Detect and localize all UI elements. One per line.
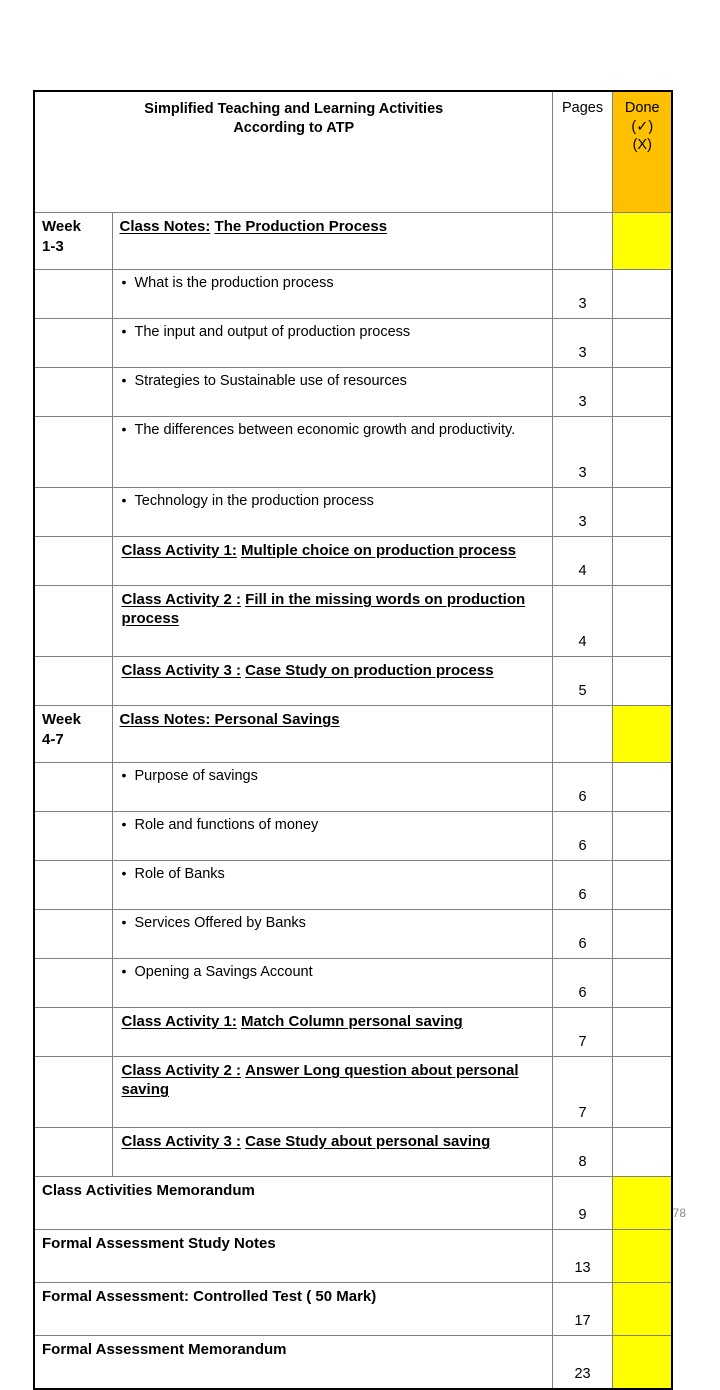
activity-row (34, 1008, 672, 1057)
pages-cell: 6 (552, 812, 612, 861)
topic-text: Strategies to Sustainable use of resources (134, 373, 407, 389)
topic-cell (112, 368, 552, 417)
done-cell[interactable] (612, 1177, 672, 1230)
topic-text: The differences between economic growth and productivity. (134, 422, 516, 438)
done-cell[interactable] (612, 488, 672, 537)
topic-text: What is the production process (134, 275, 334, 291)
summary-row (34, 1336, 672, 1390)
pages-cell: 3 (552, 319, 612, 368)
activity-description: Fill in the missing words on production process (121, 591, 526, 628)
topic-cell (112, 488, 552, 537)
topic-cell (112, 910, 552, 959)
activity-cell (112, 537, 552, 586)
pages-cell: 6 (552, 763, 612, 812)
bullet-icon: • (121, 816, 127, 832)
week-cell-empty (34, 319, 112, 368)
done-cell[interactable] (612, 319, 672, 368)
topic-row (34, 861, 672, 910)
bullet-icon: • (121, 274, 127, 290)
table-title-cell (34, 91, 552, 213)
pages-cell: 13 (552, 1230, 612, 1283)
section-title-run1: Class Notes: Personal Savings (119, 711, 340, 728)
topic-row (34, 812, 672, 861)
section-title-cell (112, 706, 552, 763)
done-cell[interactable] (612, 763, 672, 812)
done-cell[interactable] (612, 417, 672, 488)
activity-row (34, 1128, 672, 1177)
week-cell-empty (34, 763, 112, 812)
topic-cell (112, 763, 552, 812)
activity-row (34, 657, 672, 706)
done-cell[interactable] (612, 657, 672, 706)
done-cell[interactable] (612, 213, 672, 270)
week-label-line1: Week (42, 711, 81, 728)
topic-row (34, 959, 672, 1008)
topic-text: Role of Banks (134, 866, 225, 882)
done-cross-label: (X) (632, 137, 652, 154)
pages-cell: 3 (552, 270, 612, 319)
week-label-line1: Week (42, 218, 81, 235)
topic-text: Opening a Savings Account (134, 964, 313, 980)
activity-cell (112, 1057, 552, 1128)
activity-description: Multiple choice on production process (241, 542, 517, 559)
summary-title-cell: Class Activities Memorandum (34, 1177, 552, 1230)
topic-text: Services Offered by Banks (134, 915, 306, 931)
pages-cell: 23 (552, 1336, 612, 1390)
topic-cell (112, 319, 552, 368)
table-title-line1: Simplified Teaching and Learning Activities (144, 101, 444, 117)
pages-column-header (552, 91, 612, 213)
pages-cell (552, 213, 612, 270)
summary-title-cell: Formal Assessment Study Notes (34, 1230, 552, 1283)
week-cell-empty (34, 657, 112, 706)
done-column-label: Done (624, 100, 660, 116)
activity-label: Class Activity 3 : (121, 1133, 241, 1150)
pages-column-label: Pages (561, 100, 604, 116)
topic-row (34, 270, 672, 319)
done-cell[interactable] (612, 1230, 672, 1283)
section-title-run2: The Production Process (214, 218, 388, 235)
week-cell-empty (34, 1008, 112, 1057)
pages-cell: 9 (552, 1177, 612, 1230)
activity-label: Class Activity 3 : (121, 662, 241, 679)
done-cell[interactable] (612, 1336, 672, 1390)
week-cell (34, 706, 112, 763)
done-cell[interactable] (612, 959, 672, 1008)
pages-cell: 3 (552, 488, 612, 537)
activity-label: Class Activity 2 : (121, 591, 241, 608)
week-cell-empty (34, 586, 112, 657)
bullet-icon: • (121, 492, 127, 508)
topic-row (34, 368, 672, 417)
done-cell[interactable] (612, 706, 672, 763)
done-cell[interactable] (612, 1057, 672, 1128)
week-cell-empty (34, 959, 112, 1008)
summary-row (34, 1230, 672, 1283)
topic-row (34, 910, 672, 959)
summary-title-cell: Formal Assessment: Controlled Test ( 50 Mark) (34, 1283, 552, 1336)
topic-cell (112, 270, 552, 319)
summary-row (34, 1283, 672, 1336)
activity-label: Class Activity 2 : (121, 1062, 241, 1079)
pages-cell: 6 (552, 861, 612, 910)
done-cell[interactable] (612, 1008, 672, 1057)
bullet-icon: • (121, 914, 127, 930)
pages-cell: 3 (552, 368, 612, 417)
activity-label: Class Activity 1: (121, 1013, 237, 1030)
bullet-icon: • (121, 372, 127, 388)
done-cell[interactable] (612, 1283, 672, 1336)
topic-text: Role and functions of money (134, 817, 319, 833)
bullet-icon: • (121, 323, 127, 339)
atp-activities-table (33, 90, 673, 1390)
done-cell[interactable] (612, 861, 672, 910)
week-cell-empty (34, 537, 112, 586)
table-header-row (34, 91, 672, 213)
done-column-header (612, 91, 672, 213)
week-cell-empty (34, 910, 112, 959)
pages-cell: 7 (552, 1057, 612, 1128)
activity-description: Match Column personal saving (241, 1013, 463, 1030)
topic-text: Purpose of savings (134, 768, 258, 784)
pages-cell: 6 (552, 959, 612, 1008)
topic-cell (112, 861, 552, 910)
activity-row (34, 537, 672, 586)
week-cell-empty (34, 417, 112, 488)
done-cell[interactable] (612, 812, 672, 861)
section-title-run1: Class Notes: (119, 218, 211, 235)
topic-row (34, 488, 672, 537)
topic-text: The input and output of production process (134, 324, 411, 340)
pages-cell: 7 (552, 1008, 612, 1057)
summary-title-cell: Formal Assessment Memorandum (34, 1336, 552, 1390)
activity-row (34, 586, 672, 657)
bullet-icon: • (121, 963, 127, 979)
done-cell[interactable] (612, 1128, 672, 1177)
done-cell[interactable] (612, 586, 672, 657)
activity-description: Case Study on production process (245, 662, 494, 679)
pages-cell: 8 (552, 1128, 612, 1177)
bullet-icon: • (121, 865, 127, 881)
week-cell (34, 213, 112, 270)
section-title-cell (112, 213, 552, 270)
page-number: 78 (672, 1206, 686, 1220)
activity-description: Case Study about personal saving (245, 1133, 491, 1150)
week-label-line2: 4-7 (42, 731, 64, 749)
done-cell[interactable] (612, 368, 672, 417)
week-cell-empty (34, 270, 112, 319)
pages-cell: 17 (552, 1283, 612, 1336)
week-label-line2: 1-3 (42, 238, 64, 256)
done-cell[interactable] (612, 910, 672, 959)
activity-cell (112, 1128, 552, 1177)
done-cell[interactable] (612, 537, 672, 586)
table-title-line2: According to ATP (233, 119, 355, 136)
activity-cell (112, 1008, 552, 1057)
topic-row (34, 319, 672, 368)
topic-row (34, 763, 672, 812)
activity-cell (112, 586, 552, 657)
pages-cell: 3 (552, 417, 612, 488)
bullet-icon: • (121, 421, 127, 437)
pages-cell: 5 (552, 657, 612, 706)
pages-cell: 6 (552, 910, 612, 959)
section-row (34, 213, 672, 270)
activity-cell (112, 657, 552, 706)
pages-cell (552, 706, 612, 763)
summary-row (34, 1177, 672, 1230)
week-cell-empty (34, 861, 112, 910)
topic-cell (112, 417, 552, 488)
bullet-icon: • (121, 767, 127, 783)
topic-cell (112, 812, 552, 861)
done-cell[interactable] (612, 270, 672, 319)
pages-cell: 4 (552, 537, 612, 586)
activity-description: Answer Long question about personal saving (121, 1062, 519, 1099)
week-cell-empty (34, 812, 112, 861)
week-cell-empty (34, 368, 112, 417)
activity-label: Class Activity 1: (121, 542, 237, 559)
section-row (34, 706, 672, 763)
topic-text: Technology in the production process (134, 493, 374, 509)
week-cell-empty (34, 488, 112, 537)
week-cell-empty (34, 1128, 112, 1177)
topic-cell (112, 959, 552, 1008)
done-tick-label: (✓) (631, 118, 654, 135)
topic-row (34, 417, 672, 488)
pages-cell: 4 (552, 586, 612, 657)
week-cell-empty (34, 1057, 112, 1128)
activity-row (34, 1057, 672, 1128)
